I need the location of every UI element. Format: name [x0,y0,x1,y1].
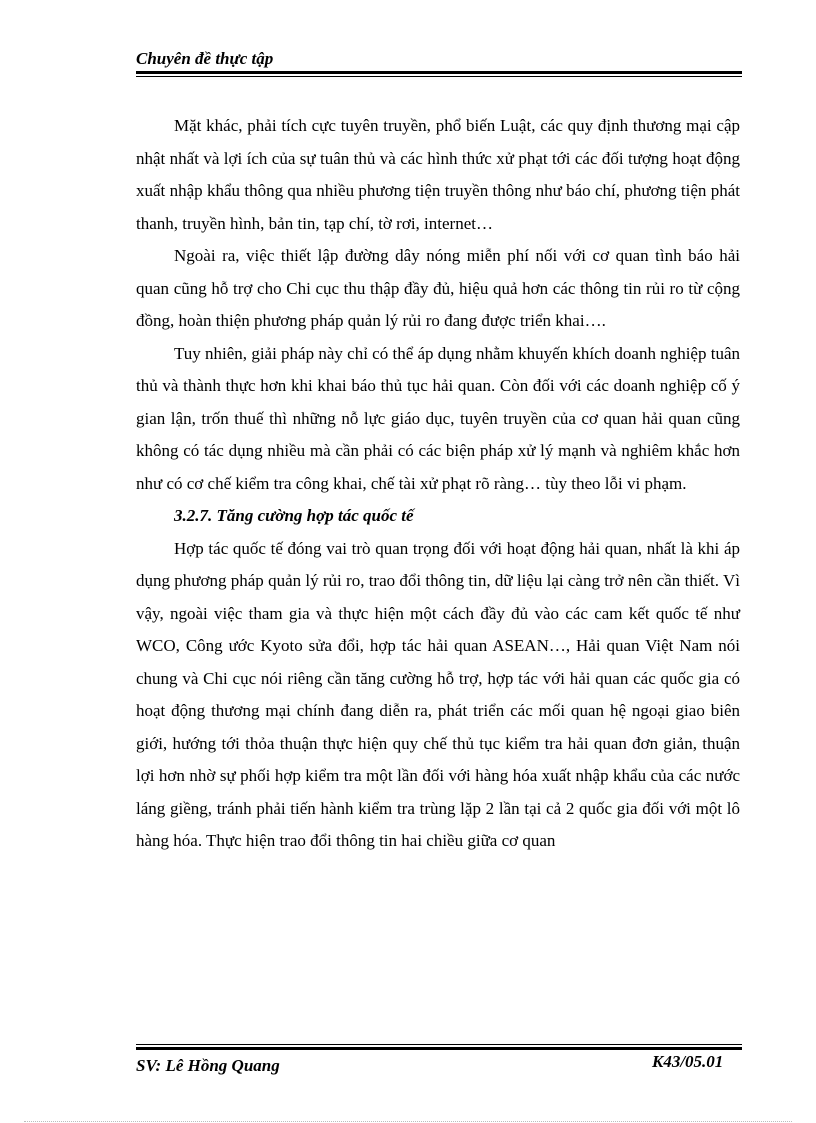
footer-row [136,1050,742,1096]
paragraph-hotline: Ngoài ra, việc thiết lập đường dây nóng miễn phí nối với cơ quan tình báo hải quan cũng hỗ trợ cho Chi cục thu thập đầy đủ, hiệu quả hơn các thông tin rủi ro từ cộng đồng, hoàn thiện phương pháp quản lý rủi ro đang được triển khai…. [136,246,740,330]
footer-rule-thin [136,1044,742,1045]
header-title: Chuyên đề thực tập [136,49,274,68]
paragraph-international-cooperation: Hợp tác quốc tế đóng vai trò quan trọng đối với hoạt động hải quan, nhất là khi áp dụng phương pháp quản lý rủi ro, trao đổi thông tin, dữ liệu lại càng trở nên cần thiết. Vì vậy, ngoài việc tham gia và thực hiện một cách đầy đủ vào các cam kết quốc tế như WCO, Công ước Kyoto sửa đổi, hợp tác hải quan ASEAN…, Hải quan Việt Nam nói chung và Chi cục nói riêng cần tăng cường hỗ trợ, hợp tác với hải quan các quốc gia có hoạt động thương mại chính đang diễn ra, phát triển các mối quan hệ ngoại giao biên giới, hướng tới thỏa thuận thực hiện quy chế thủ tục kiểm tra hải quan đơn giản, thuận lợi hơn nhờ sự phối hợp kiểm tra một lần đối với hàng hóa xuất nhập khẩu của các nước láng giềng, tránh phải tiến hành kiểm tra trùng lặp 2 lần tại cả 2 quốc gia đối với một lô hàng hóa. Thực hiện trao đổi thông tin hai chiều giữa cơ quan [136,538,740,850]
paragraph-enforcement: Tuy nhiên, giải pháp này chỉ có thể áp dụng nhằm khuyến khích doanh nghiệp tuân thủ và thành thực hơn khi khai báo thủ tục hải quan. Còn đối với các doanh nghiệp cố ý gian lận, trốn thuế thì những nỗ lực giáo dục, tuyên truyền của cơ quan hải quan cũng không có tác dụng nhiều mà cần phải có các biện pháp xử lý mạnh và nghiêm khắc hơn như có cơ chế kiểm tra công khai, chế tài xử phạt rõ ràng… tùy theo lỗi vi phạm. [136,343,740,493]
section-heading: 3.2.7. Tăng cường hợp tác quốc tế [174,506,414,525]
document-body [136,110,740,858]
header-rule-thick [136,71,742,74]
page-header [136,48,742,77]
page-footer [136,1044,742,1096]
paragraph-dissemination: Mặt khác, phải tích cực tuyên truyền, phổ biến Luật, các quy định thương mại cập nhật nhất và lợi ích của sự tuân thủ và các hình thức xử phạt tới các đối tượng hoạt động xuất nhập khẩu thông qua nhiều phương tiện truyền thông như báo chí, phương tiện phát thanh, truyền hình, bản tin, tạp chí, tờ rơi, internet… [136,116,740,233]
page-edge-divider [24,1121,792,1122]
footer-author: SV: Lê Hồng Quang [136,1056,280,1075]
header-rule-thin [136,76,742,77]
footer-class-code: K43/05.01 [652,1052,724,1071]
